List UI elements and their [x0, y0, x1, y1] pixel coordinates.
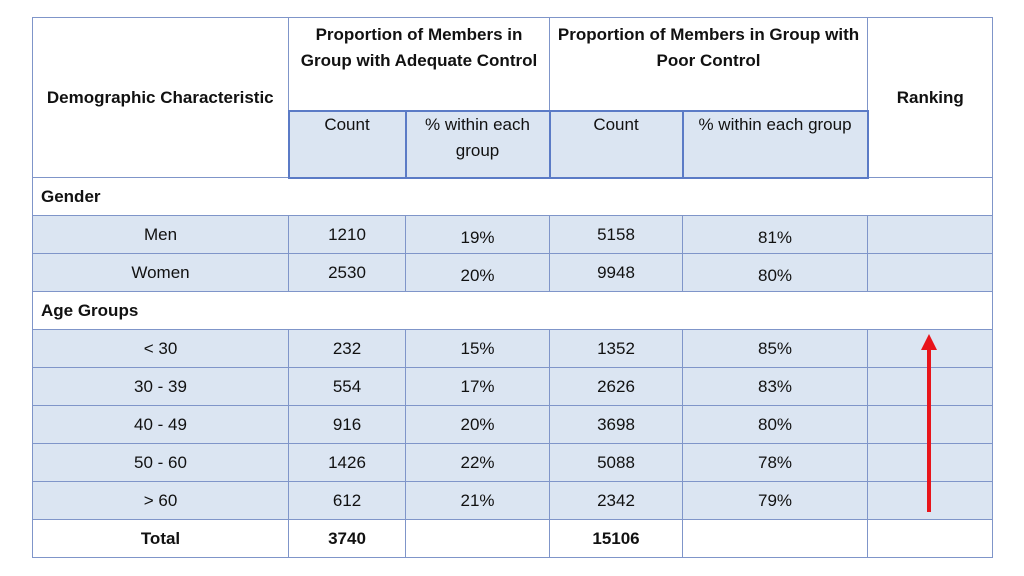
poor-count-cell: 5088: [550, 444, 683, 482]
total-label: Total: [33, 520, 289, 558]
adequate-percent-cell: 21%: [406, 482, 550, 520]
ranking-header: Ranking: [868, 18, 993, 178]
adequate-percent-header: % within each group: [406, 111, 550, 178]
total-poor-percent-cell: [683, 520, 868, 558]
poor-count-cell: 2342: [550, 482, 683, 520]
adequate-count-cell: 1426: [289, 444, 406, 482]
poor-count-cell: 3698: [550, 406, 683, 444]
poor-count-cell: 1352: [550, 330, 683, 368]
poor-percent-value: 80%: [757, 265, 793, 285]
table-row: [33, 254, 993, 292]
table-row: [33, 444, 993, 482]
poor-count-cell: 5158: [550, 216, 683, 254]
adequate-percent-cell: [406, 254, 550, 292]
table-row: [33, 368, 993, 406]
poor-count-cell: 2626: [550, 368, 683, 406]
poor-percent-cell: 78%: [683, 444, 868, 482]
adequate-percent-cell: 15%: [406, 330, 550, 368]
poor-count-cell: 9948: [550, 254, 683, 292]
table-row: [33, 330, 993, 368]
poor-count-header: Count: [550, 111, 683, 178]
adequate-count-cell: 2530: [289, 254, 406, 292]
poor-control-header: Proportion of Members in Group with Poor Control: [550, 18, 868, 111]
adequate-count-cell: 232: [289, 330, 406, 368]
row-label: > 60: [33, 482, 289, 520]
adequate-percent-cell: 17%: [406, 368, 550, 406]
row-label: Women: [33, 254, 289, 292]
demographic-header: Demographic Characteristic: [33, 18, 289, 178]
poor-percent-cell: 85%: [683, 330, 868, 368]
row-label: 30 - 39: [33, 368, 289, 406]
poor-percent-cell: 79%: [683, 482, 868, 520]
total-ranking-cell: [868, 520, 993, 558]
section-row: [33, 292, 993, 330]
adequate-count-header: Count: [289, 111, 406, 178]
table-row: [33, 406, 993, 444]
adequate-percent-cell: 22%: [406, 444, 550, 482]
arrow-up-icon: [918, 334, 940, 514]
table-row: [33, 482, 993, 520]
table-row: [33, 216, 993, 254]
adequate-control-header: Proportion of Members in Group with Adequate Control: [289, 18, 550, 111]
adequate-percent-value: 19%: [460, 227, 495, 247]
row-label: Men: [33, 216, 289, 254]
poor-percent-cell: 83%: [683, 368, 868, 406]
ranking-cell: [868, 216, 993, 254]
ranking-cell: [868, 254, 993, 292]
adequate-percent-cell: 20%: [406, 406, 550, 444]
section-label-age-groups: Age Groups: [33, 292, 993, 330]
poor-percent-cell: [683, 216, 868, 254]
row-label: < 30: [33, 330, 289, 368]
row-label: 50 - 60: [33, 444, 289, 482]
poor-percent-value: 81%: [757, 227, 793, 247]
total-poor-count: 15106: [550, 520, 683, 558]
demographics-table: [32, 17, 993, 558]
adequate-percent-cell: [406, 216, 550, 254]
total-row: [33, 520, 993, 558]
adequate-count-cell: 554: [289, 368, 406, 406]
adequate-count-cell: 1210: [289, 216, 406, 254]
section-label-gender: Gender: [33, 178, 993, 216]
total-adequate-percent-cell: [406, 520, 550, 558]
poor-percent-cell: [683, 254, 868, 292]
poor-percent-header: % within each group: [683, 111, 868, 178]
total-adequate-count: 3740: [289, 520, 406, 558]
adequate-count-cell: 612: [289, 482, 406, 520]
section-row: [33, 178, 993, 216]
arrow-head: [921, 334, 937, 350]
adequate-percent-value: 20%: [460, 265, 495, 285]
adequate-count-cell: 916: [289, 406, 406, 444]
poor-percent-cell: 80%: [683, 406, 868, 444]
header-row-top: [33, 18, 993, 111]
row-label: 40 - 49: [33, 406, 289, 444]
